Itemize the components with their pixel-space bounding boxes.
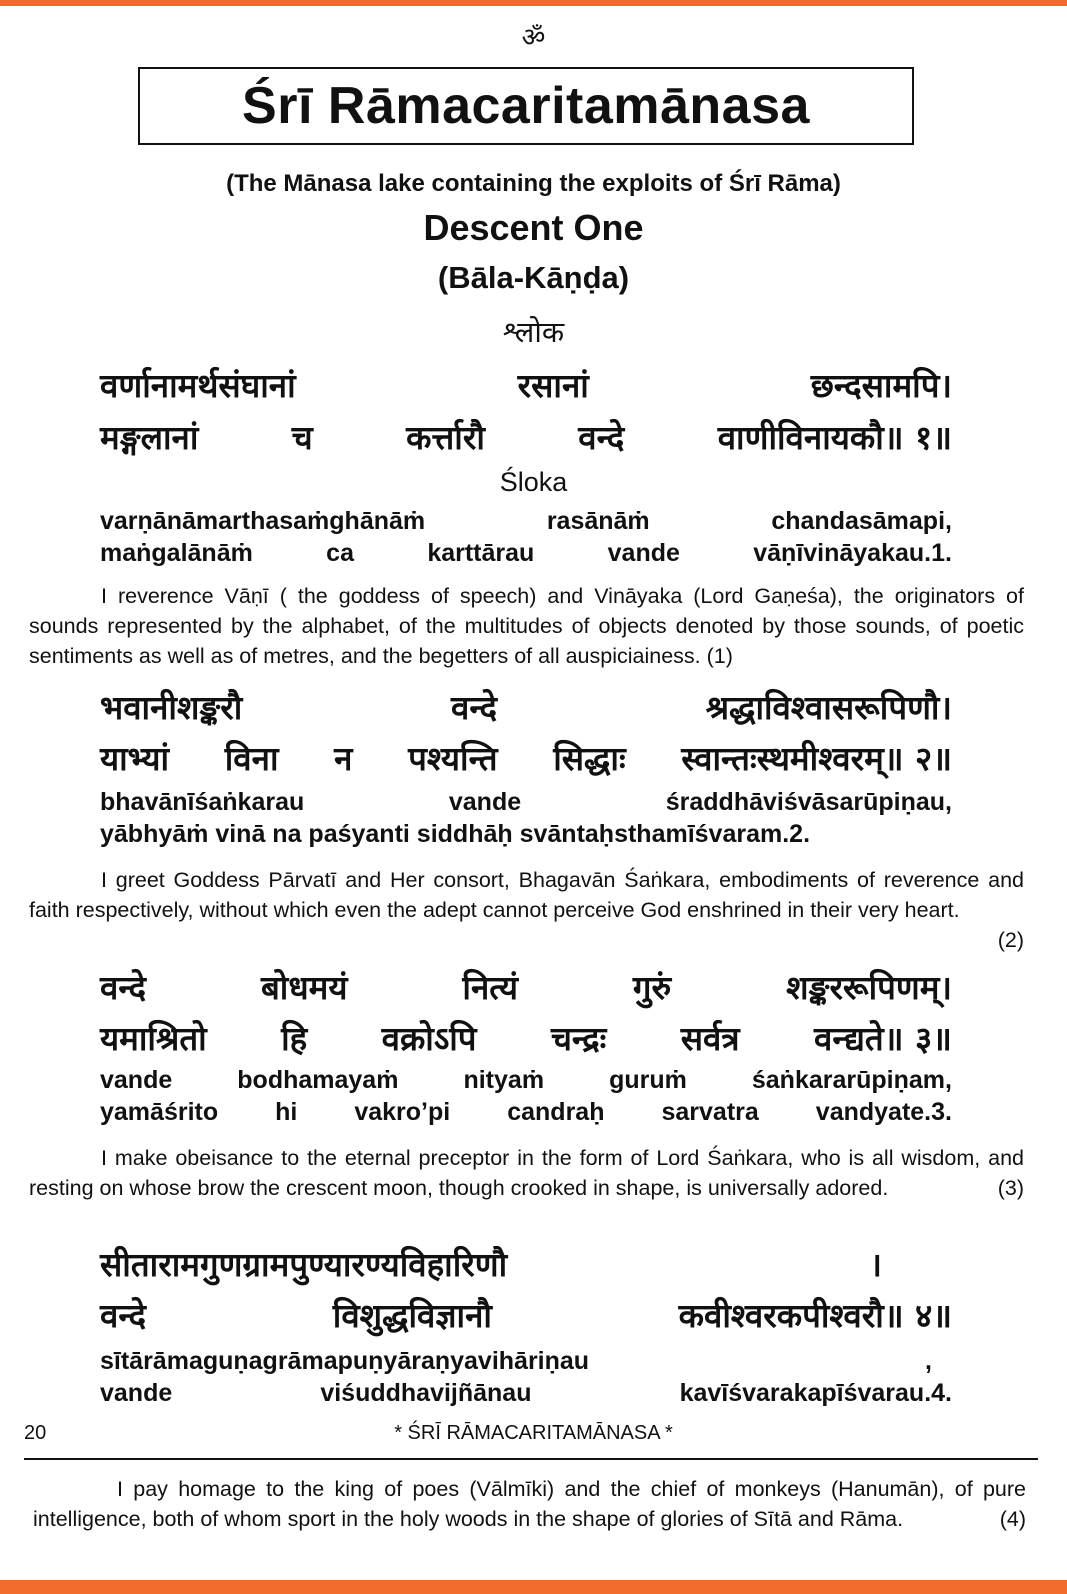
- word: यमाश्रितो: [100, 1019, 207, 1058]
- top-accent-bar: [0, 0, 1067, 6]
- word: चन्द्रः: [550, 1019, 607, 1058]
- bottom-accent-bar: [0, 1580, 1067, 1594]
- word: bodhamayaṁ: [237, 1066, 399, 1094]
- divider: [24, 1458, 1038, 1460]
- word: bhavānīśaṅkarau: [100, 788, 305, 816]
- word: वक्रोऽपि: [381, 1019, 477, 1058]
- verse-number: (4): [999, 1507, 1026, 1531]
- word: karttārau: [427, 539, 535, 567]
- word: varṇānāmarthasaṁghānāṁ: [100, 507, 426, 535]
- word: viśuddhavijñānau: [320, 1379, 532, 1407]
- word: kavīśvarakapīśvarau.4.: [679, 1379, 952, 1407]
- verse-3-transliteration-line-1: [100, 1066, 952, 1095]
- title-box: [138, 67, 914, 145]
- page-title: Śrī Rāmacaritamānasa: [242, 77, 810, 135]
- verse-4-transliteration-line-2: [100, 1379, 952, 1408]
- verse-number: (2): [997, 928, 1024, 952]
- word: vande: [607, 539, 680, 567]
- verse-3-transliteration-line-2: [100, 1098, 952, 1127]
- word: श्रद्धाविश्वासरूपिणौ।: [705, 688, 952, 727]
- subtitle: (The Mānasa lake containing the exploits of Śrī Rāma): [226, 170, 841, 197]
- word: विशुद्धविज्ञानौ: [332, 1296, 492, 1335]
- word: वाणीविनायकौ॥ १॥: [717, 418, 952, 457]
- translation-text: I reverence Vāṇī ( the goddess of speech) and Vināyaka (Lord Gaṇeśa), the originators of sounds represented by the alphabet, of the multitudes of objects denoted by those sounds, of poetic sentiments as well as of metres, and the begetters of all auspiciainess. (1): [29, 584, 1024, 668]
- translation-text: I greet Goddess Pārvatī and Her consort, Bhagavān Śaṅkara, embodiments of reverence and faith respectively, without which even the adept cannot perceive God enshrined in their very heart.: [29, 868, 1024, 922]
- kanda-heading: (Bāla-Kāṇḍa): [437, 260, 630, 295]
- word: याभ्यां: [100, 739, 170, 778]
- verse-1-transliteration-line-2: [100, 539, 952, 568]
- word: च: [291, 418, 313, 457]
- word: नित्यं: [462, 968, 518, 1007]
- word: विना: [224, 739, 279, 778]
- word: ,: [925, 1347, 932, 1375]
- word: सिद्धाः: [553, 739, 626, 778]
- word: न: [334, 739, 353, 778]
- verse-4-translation: [33, 1474, 1026, 1534]
- verse-3-devanagari-line-2: [100, 1015, 952, 1060]
- word: chandasāmapi,: [771, 507, 952, 535]
- sloka-hindi-label: श्लोक: [502, 315, 565, 349]
- word: vakro’pi: [354, 1098, 451, 1126]
- word: वर्णानामर्थसंघानां: [100, 366, 296, 405]
- verse-2-devanagari-line-1: [100, 684, 952, 729]
- word: वन्द्यते॥ ३॥: [813, 1019, 952, 1058]
- word: hi: [275, 1098, 298, 1126]
- word: vande: [448, 788, 522, 816]
- word: vande: [100, 1066, 173, 1094]
- verse-4-devanagari-line-2: [100, 1292, 952, 1337]
- word: vandyate.3.: [815, 1098, 952, 1126]
- word: मङ्गलानां: [100, 418, 199, 457]
- word: कर्त्तारौ: [406, 418, 485, 457]
- word: शङ्कररूपिणम्।: [786, 968, 952, 1007]
- word: वन्दे: [100, 968, 147, 1007]
- word: वन्दे: [451, 688, 498, 727]
- verse-4-devanagari-line-1: [100, 1241, 952, 1286]
- word: sītārāmaguṇagrāmapuṇyāraṇyavihāriṇau: [100, 1347, 590, 1375]
- page-number: 20: [24, 1422, 47, 1444]
- word: वन्दे: [100, 1296, 147, 1335]
- running-title: * ŚRĪ RĀMACARITAMĀNASA *: [394, 1422, 673, 1444]
- om-symbol: ॐ: [521, 23, 546, 53]
- word: वन्दे: [578, 418, 625, 457]
- word: vande: [100, 1379, 173, 1407]
- word: स्वान्तःस्थमीश्वरम्॥ २॥: [681, 739, 952, 778]
- word: सीतारामगुणग्रामपुण्यारण्यविहारिणौ: [100, 1245, 508, 1284]
- word: ca: [326, 539, 354, 567]
- word: guruṁ: [609, 1066, 687, 1094]
- word: छन्दसामपि।: [810, 366, 952, 405]
- verse-2-transliteration-line-1: [100, 788, 952, 817]
- word: sarvatra: [661, 1098, 759, 1126]
- word: ।: [869, 1245, 882, 1284]
- word: कवीश्वरकपीश्वरौ॥ ४॥: [678, 1296, 952, 1335]
- descent-heading: Descent One: [423, 207, 644, 248]
- word: candraḥ: [507, 1098, 605, 1126]
- verse-3-devanagari-line-1: [100, 964, 952, 1009]
- sloka-label: Śloka: [499, 467, 568, 497]
- translation-text: I make obeisance to the eternal preceptor in the form of Lord Śaṅkara, who is all wisdom, and resting on whose brow the crescent moon, though crooked in shape, is universally adored.: [29, 1146, 1024, 1200]
- word: maṅgalānāṁ: [100, 539, 253, 567]
- verse-3-translation: [29, 1143, 1024, 1203]
- word: हि: [281, 1019, 308, 1058]
- verse-2-translation: [29, 865, 1024, 955]
- word: गुरुं: [632, 968, 672, 1007]
- verse-4-transliteration-line-1: [100, 1347, 952, 1376]
- word: पश्यन्ति: [408, 739, 498, 778]
- verse-2-devanagari-line-2: [100, 735, 952, 780]
- word: रसानां: [517, 366, 589, 405]
- verse-number: (3): [997, 1176, 1024, 1200]
- verse-2-transliteration-line-2: [100, 820, 952, 849]
- verse-1-devanagari-line-1: [100, 362, 952, 407]
- word: सर्वत्र: [680, 1019, 740, 1058]
- verse-1-devanagari-line-2: [100, 414, 952, 459]
- word: भवानीशङ्करौ: [100, 688, 243, 727]
- word: बोधमयं: [260, 968, 348, 1007]
- word: nityaṁ: [463, 1066, 545, 1094]
- word: śaṅkararūpiṇam,: [751, 1066, 952, 1094]
- translation-text: I pay homage to the king of poes (Vālmīki) and the chief of monkeys (Hanumān), of pure intelligence, both of whom sport in the holy woods in the shape of glories of Sītā and Rāma.: [33, 1477, 1026, 1531]
- word: śraddhāviśvāsarūpiṇau,: [665, 788, 952, 816]
- word: yābhyāṁ vinā na paśyanti siddhāḥ svāntaḥsthamīśvaram.2.: [100, 820, 811, 848]
- word: rasānāṁ: [546, 507, 650, 535]
- verse-1-translation: [29, 581, 1024, 671]
- verse-1-transliteration-line-1: [100, 507, 952, 536]
- word: vāṇīvināyakau.1.: [753, 539, 952, 567]
- word: yamāśrito: [100, 1098, 219, 1126]
